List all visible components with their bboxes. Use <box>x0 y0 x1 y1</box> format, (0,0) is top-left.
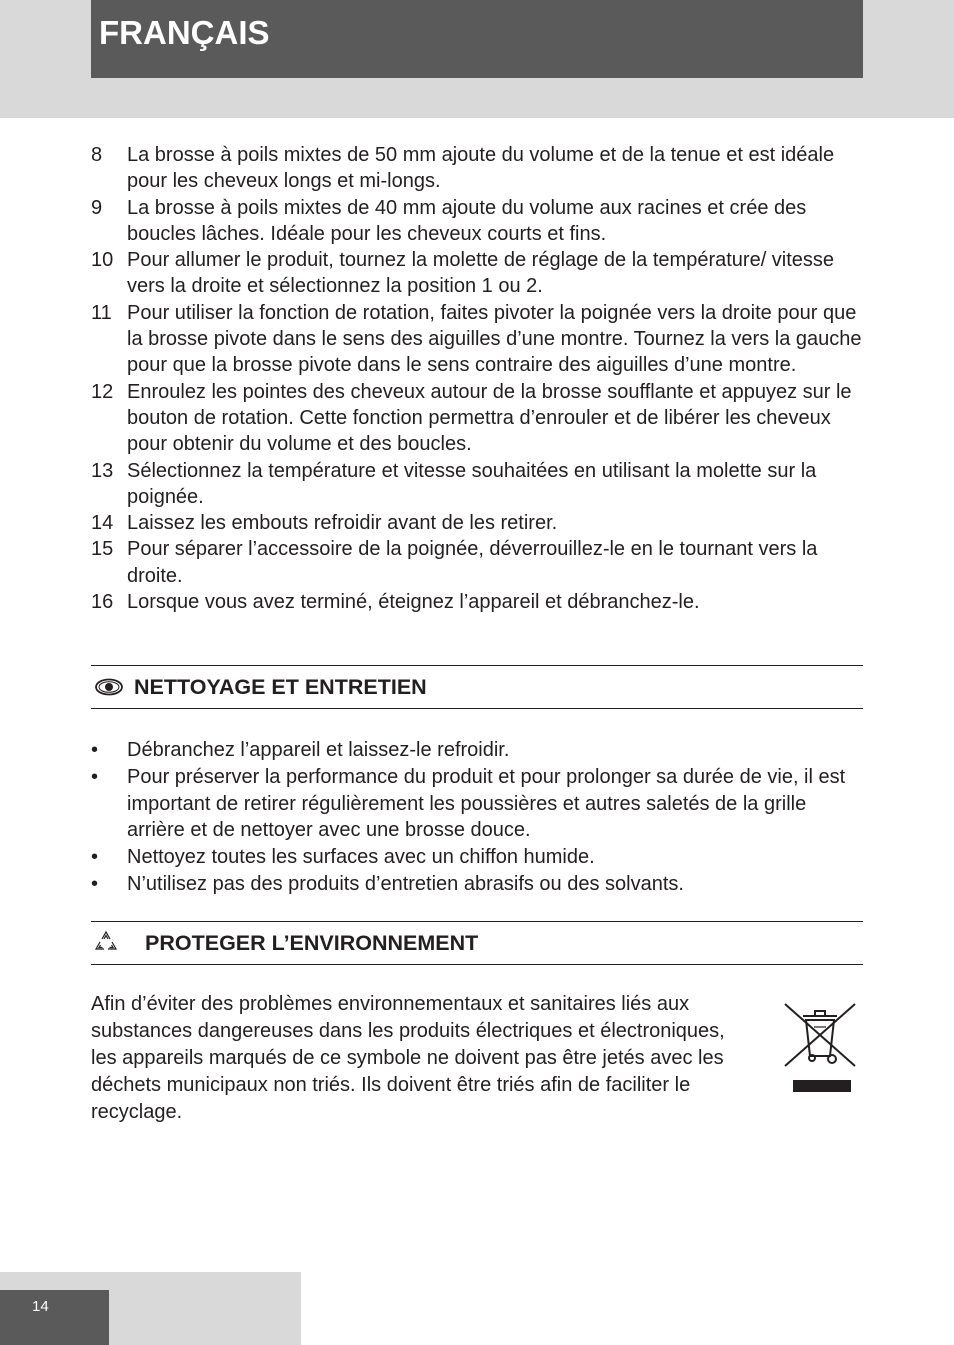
step-text: Pour allumer le produit, tournez la molette de réglage de la température/ vitesse vers la droite et sélectionnez la position 1 ou 2. <box>127 249 835 298</box>
list-item <box>91 379 863 458</box>
step-number: 15 <box>91 538 114 561</box>
step-text: La brosse à poils mixtes de 50 mm ajoute du volume et de la tenue et est idéale pour les cheveux longs et mi-longs. <box>127 144 835 193</box>
environment-paragraph: Afin d’éviter des problèmes environnementaux et sanitaires liés aux substances dangereuses dans les produits électriques et électroniques, les appareils marqués de ce symbole ne doivent pas être jetés avec les déchets municipaux non triés. Ils doivent être triés afin de faciliter le recyclage. <box>91 993 725 1123</box>
list-item <box>91 195 863 248</box>
bullet-dot: • <box>91 739 99 761</box>
step-number: 12 <box>91 380 114 403</box>
list-item <box>91 589 863 615</box>
step-text: Pour séparer l’accessoire de la poignée, déverrouillez-le en le tournant vers la droite. <box>127 538 818 587</box>
recycle-icon <box>91 930 121 956</box>
section-title: PROTEGER L’ENVIRONNEMENT <box>145 930 479 955</box>
crossed-bin-icon <box>782 1000 858 1096</box>
section-title: NETTOYAGE ET ENTRETIEN <box>134 674 427 699</box>
list-item <box>91 458 863 511</box>
eye-icon <box>91 678 127 696</box>
list-item <box>91 510 863 536</box>
list-item <box>91 247 863 300</box>
steps-list <box>91 142 863 615</box>
page-title: FRANÇAIS <box>99 14 270 51</box>
step-text: Lorsque vous avez terminé, éteignez l’appareil et débranchez-le. <box>127 591 700 614</box>
step-text: Pour utiliser la fonction de rotation, faites pivoter la poignée vers la droite pour que la brosse pivote dans le sens des aiguilles d’une montre. Tournez la vers la gauche pour que la brosse pivote dans le sens contraire des aiguilles d’une montre. <box>127 301 862 377</box>
step-text: Laissez les embouts refroidir avant de les retirer. <box>127 512 558 535</box>
step-number: 8 <box>91 144 103 166</box>
step-number: 10 <box>91 249 114 272</box>
step-number: 13 <box>91 459 114 482</box>
bullet-dot: • <box>91 873 99 895</box>
bullet-dot: • <box>91 846 99 868</box>
list-item <box>91 536 863 589</box>
step-number: 9 <box>91 196 103 219</box>
step-number: 16 <box>91 591 114 614</box>
list-item <box>91 142 863 195</box>
step-text: Enroulez les pointes des cheveux autour de la brosse soufflante et appuyez sur le bouton de rotation. Cette fonction permettra d’enrouler et de libérer les cheveux pour obtenir du volume et des boucles. <box>127 380 852 456</box>
cleaning-section-heading <box>91 665 863 709</box>
list-item <box>91 300 863 379</box>
bullet-text: Pour préserver la performance du produit et pour prolonger sa durée de vie, il est important de retirer régulièrement les poussières et autres saletés de la grille arrière et de nettoyer avec une brosse douce. <box>127 766 846 841</box>
header-title-bar <box>91 0 863 78</box>
step-text: Sélectionnez la température et vitesse souhaitées en utilisant la molette sur la poignée. <box>127 459 817 508</box>
bullet-text: N’utilisez pas des produits d’entretien abrasifs ou des solvants. <box>127 873 684 895</box>
bullet-dot: • <box>91 766 99 788</box>
environment-section-heading <box>91 921 863 965</box>
bullet-text: Nettoyez toutes les surfaces avec un chiffon humide. <box>127 846 595 868</box>
bullet-text: Débranchez l’appareil et laissez-le refroidir. <box>127 739 510 761</box>
list-item <box>91 844 863 871</box>
step-number: 14 <box>91 512 114 535</box>
cleaning-bullets <box>91 737 863 898</box>
list-item <box>91 871 863 898</box>
step-number: 11 <box>91 301 112 324</box>
step-text: La brosse à poils mixtes de 40 mm ajoute du volume aux racines et crée des boucles lâches. Idéale pour les cheveux courts et fins. <box>127 196 807 245</box>
list-item <box>91 764 863 844</box>
page-number: 14 <box>0 1290 109 1345</box>
list-item <box>91 737 863 764</box>
